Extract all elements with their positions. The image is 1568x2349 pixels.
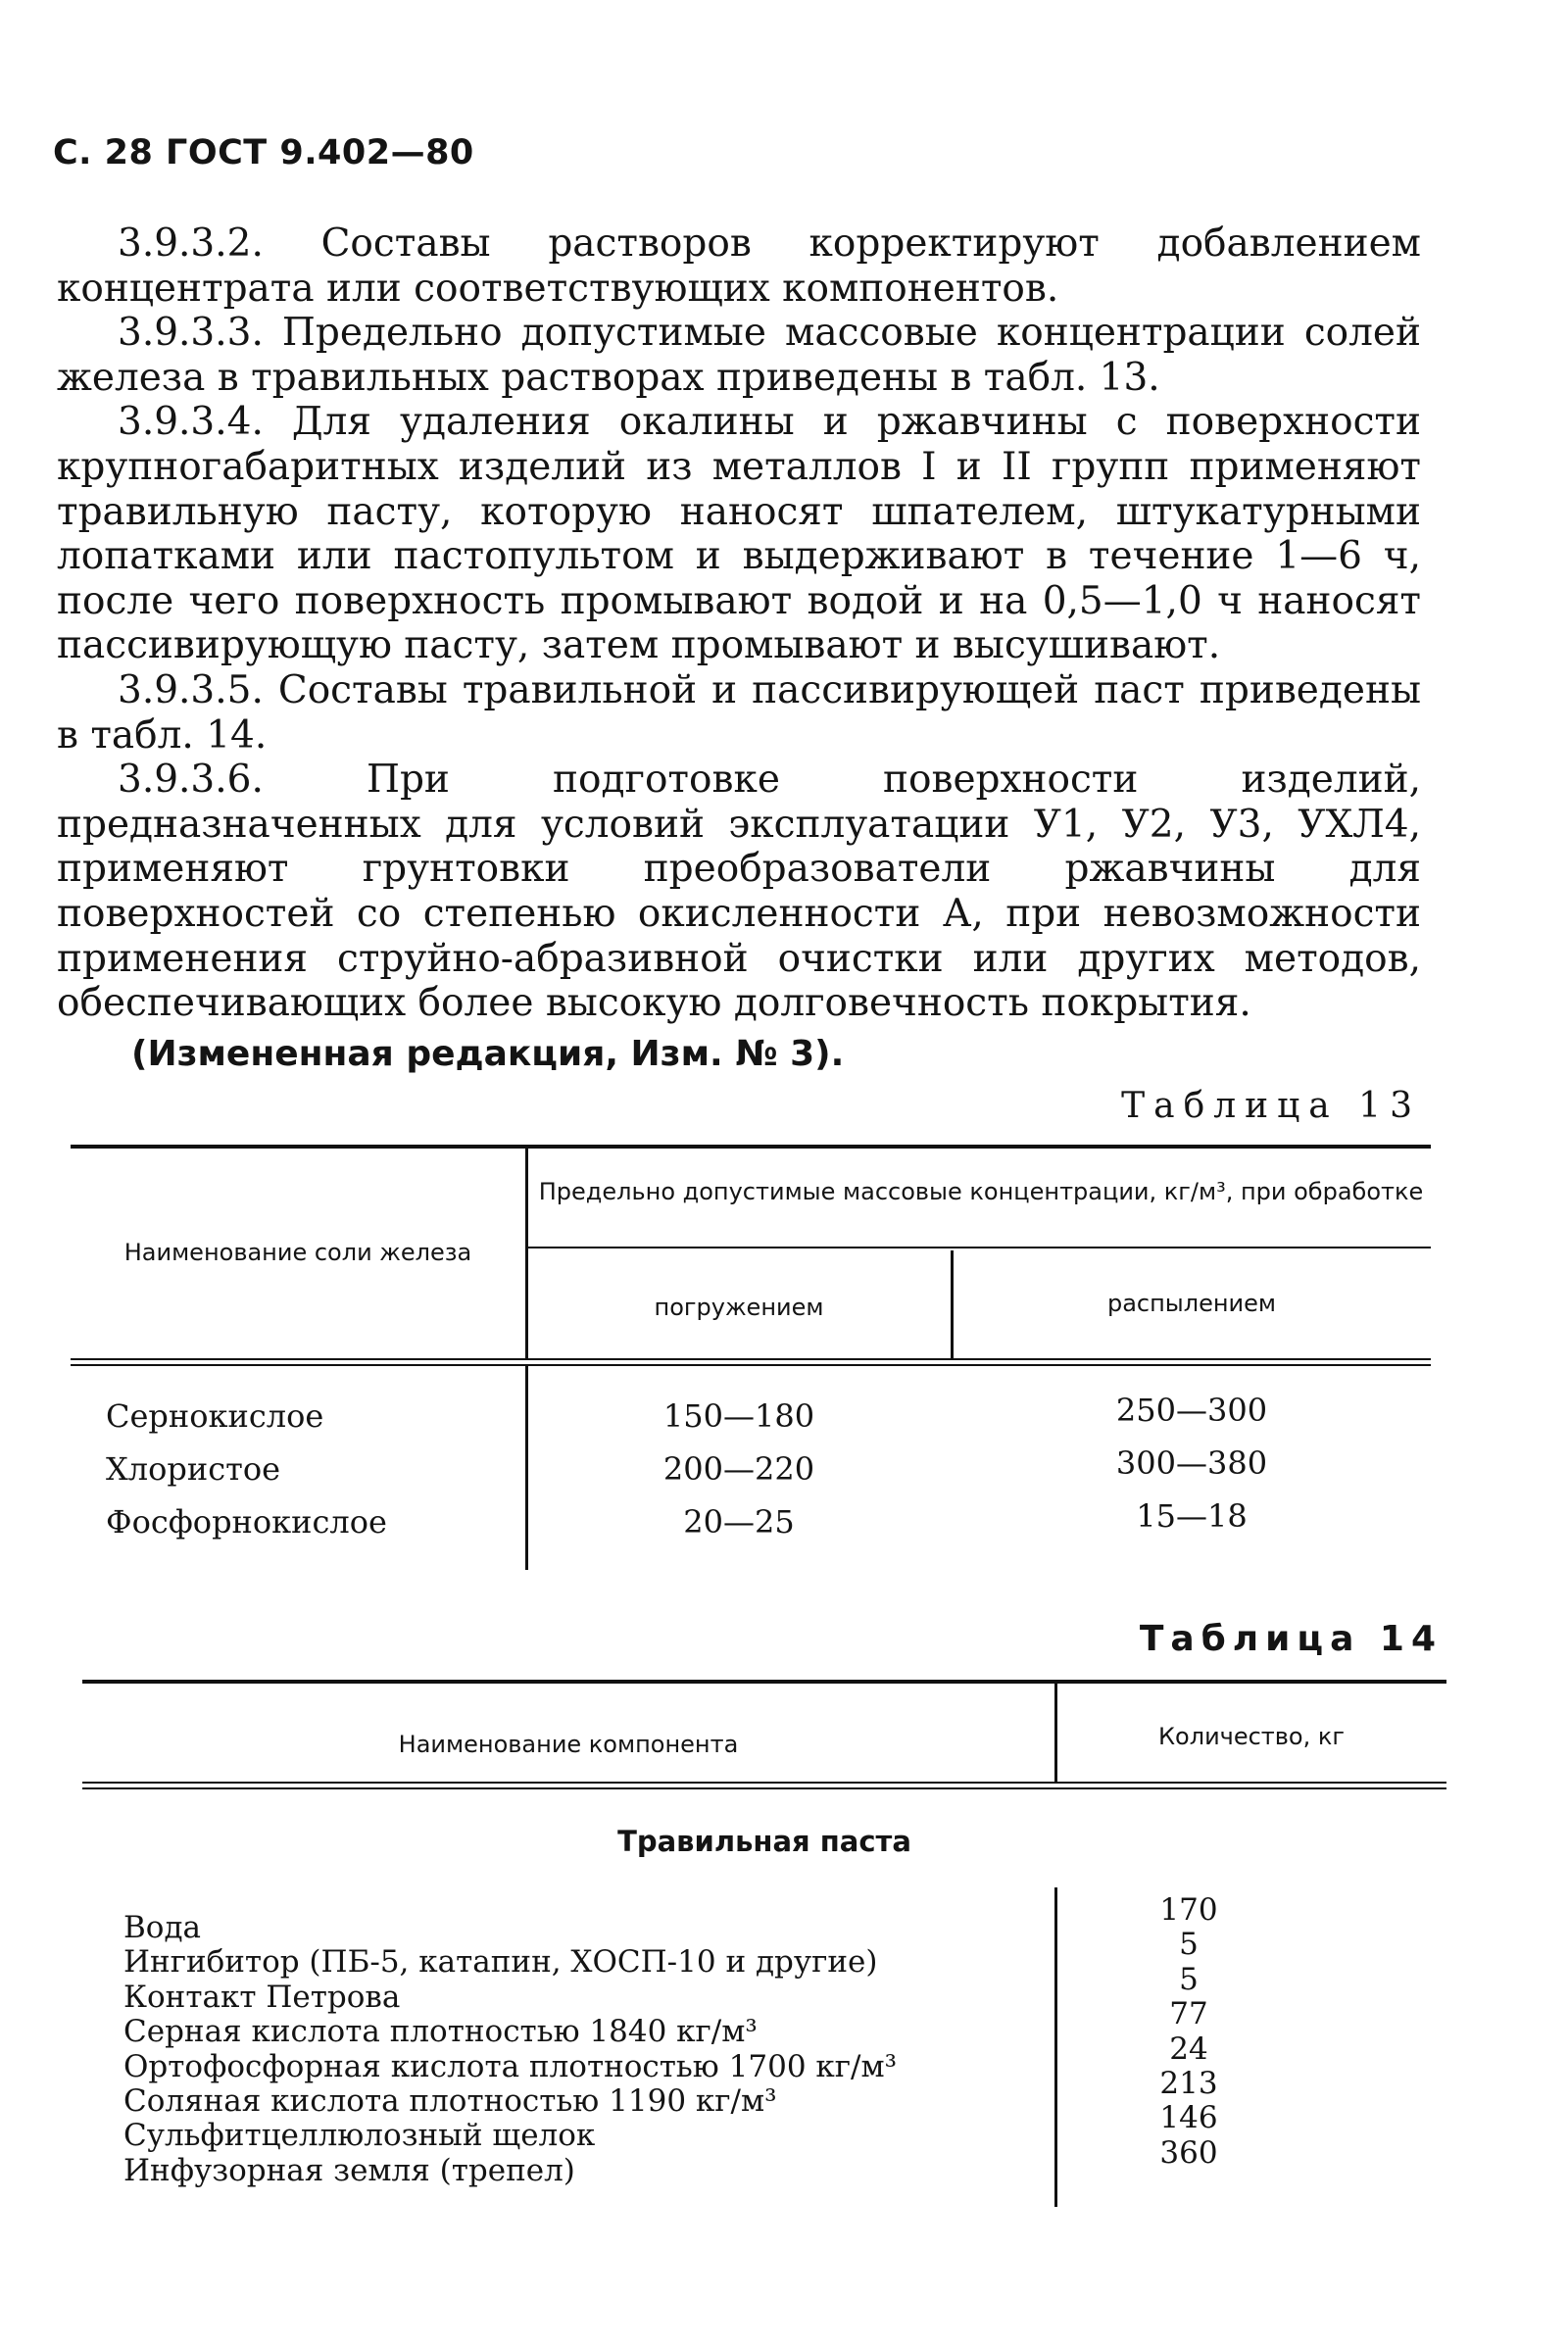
paragraph-3-9-3-4: 3.9.3.4. Для удаления окалины и ржавчины с поверхности крупногабаритных изделий из металлов I и II групп применяют травильную пасту, которую наносят шпателем, штукатурными лопатками или пастопультом и выдерживают в течение 1—6 ч, после чего поверхность промывают водой и на 0,5—1,0 ч наносят пассивирующую пасту, затем промывают и высушивают. [57,400,1421,668]
table13-subheader-spraying: распылением [1106,1290,1277,1317]
list-item: Инфузорная земля (трепел) [123,2152,575,2188]
body-text [57,221,1421,1076]
paragraph-3-9-3-5: 3.9.3.5. Составы травильной и пассивирующей паст приведены в табл. 14. [57,667,1421,758]
table14-body [82,1893,1446,2207]
list-item: 213 [1159,2066,1218,2102]
table14 [82,1680,1446,2207]
table14-quantity-list [1056,1893,1321,2171]
table14-section-title: Травильная паста [617,1825,911,1858]
table14-caption: Таблица 14 [1139,1619,1443,1659]
list-item: 5 [1179,1927,1199,1963]
list-item: Серная кислота плотностью 1840 кг/м³ [123,2014,758,2050]
list-item: 77 [1169,1996,1208,2032]
table14-col-qty-header: Количество, кг [1158,1723,1345,1750]
table13-row1-spraying: 250—300 [1115,1392,1268,1429]
list-item: Ортофосфорная кислота плотностью 1700 кг/м³ [123,2048,898,2084]
list-item: 170 [1159,1892,1218,1928]
table13-row3-immersion: 20—25 [683,1503,795,1541]
list-item: 146 [1159,2100,1218,2136]
table13-header [71,1149,1431,1358]
paragraph-3-9-3-2: 3.9.3.2. Составы растворов корректируют добавлением концентрата или соответствующих компонентов. [57,221,1421,311]
table13-row1-immersion: 150—180 [662,1397,815,1435]
table-row [71,1497,1431,1554]
list-item: Контакт Петрова [123,1979,401,2015]
table13-row2-immersion: 200—220 [662,1450,815,1488]
list-item: Вода [123,1910,202,1945]
page-header: С. 28 ГОСТ 9.402—80 [53,133,474,172]
table13-row1-name: Сернокислое [106,1397,324,1435]
table14-col-name-header: Наименование компонента [398,1731,739,1758]
list-item: Ингибитор (ПБ-5, катапин, ХОСП-10 и другие) [123,1944,878,1981]
table14-component-list [123,1911,897,2188]
table13-row3-name: Фосфорнокислое [106,1503,387,1541]
paragraph-3-9-3-6: 3.9.3.6. При подготовке поверхности изделий, предназначенных для условий эксплуатации У1, У2, У3, УХЛ4, применяют грунтовки преобразователи ржавчины для поверхностей со степенью окисленности А, при невозможности применения струйно-абразивной очистки или других методов, обеспечивающих более высокую долговечность покрытия. [57,758,1421,1026]
table13-row2-spraying: 300—380 [1115,1444,1268,1482]
table14-header [82,1684,1446,1782]
list-item: Сульфитцеллюлозный щелок [123,2118,596,2154]
table13-subheader-immersion: погружением [654,1294,824,1321]
table-row [71,1392,1431,1448]
list-item: 5 [1179,1961,1199,1997]
table-row [71,1444,1431,1501]
table13-caption: Таблица 13 [1121,1086,1421,1126]
list-item: 24 [1169,2031,1208,2067]
table13-group-header: Предельно допустимые массовые концентрации, кг/м³, при обработке [538,1178,1424,1205]
list-item: Соляная кислота плотностью 1190 кг/м³ [123,2083,777,2120]
table13-body [71,1366,1431,1570]
amendment-note: (Измененная редакция, Изм. № 3). [131,1033,845,1074]
table13 [71,1145,1431,1570]
paragraph-3-9-3-3: 3.9.3.3. Предельно допустимые массовые концентрации солей железа в травильных растворах приведены в табл. 13. [57,311,1421,400]
table13-col-name-header: Наименование соли железа [123,1239,472,1266]
list-item: 360 [1159,2134,1218,2171]
table13-row3-spraying: 15—18 [1136,1497,1248,1535]
table13-row2-name: Хлористое [106,1450,281,1488]
